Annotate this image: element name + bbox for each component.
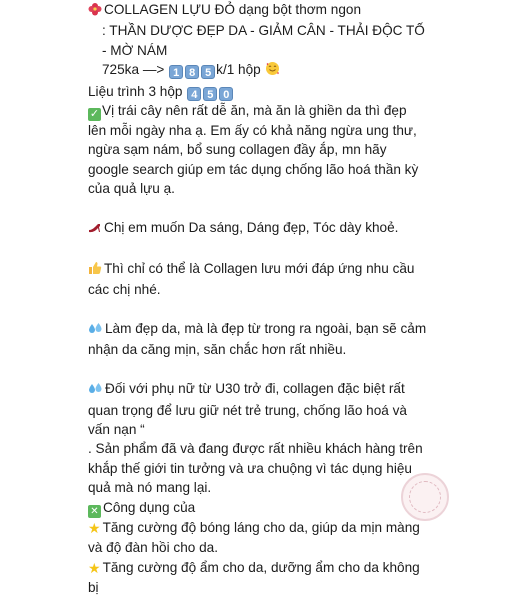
post-subtitle: : THẦN DƯỢC ĐẸP DA - GIẢM CÂN - THẢI ĐỘC TỐ - MỜ NÁM (88, 21, 432, 60)
course-line (88, 82, 428, 101)
course-prefix: Liệu trình 3 hộp (88, 84, 182, 99)
spacer (88, 360, 428, 379)
keycap-0: 0 (219, 87, 233, 101)
paragraph-1-text: Chị em muốn Da sáng, Dáng đẹp, Tóc dày khoẻ. (104, 220, 398, 235)
keycap-4: 4 (187, 87, 201, 101)
price-prefix: 725ka —> (102, 62, 164, 77)
cross-mark-button-icon: ✕ (88, 505, 101, 518)
sweat-droplets-icon (88, 381, 103, 400)
title-line (88, 0, 428, 21)
paragraph-2 (88, 259, 428, 300)
paragraph-1 (88, 218, 428, 239)
star-icon: ★ (88, 559, 101, 578)
use-item-2 (88, 558, 428, 597)
uses-heading: Công dụng của (103, 500, 195, 515)
smiling-face-with-hearts-icon (265, 61, 280, 81)
sweat-droplets-icon (88, 321, 103, 340)
paragraph-3 (88, 319, 428, 360)
star-icon: ★ (88, 519, 101, 538)
price-line (88, 60, 428, 81)
spacer (88, 300, 428, 319)
watermark-seal (401, 473, 449, 521)
watermark-seal-inner (409, 481, 441, 513)
paragraph-3-text: Làm đẹp da, mà là đẹp từ trong ra ngoài, bạn sẽ cảm nhận da căng mịn, săn chắc hơn rất nhiều. (88, 321, 426, 357)
keycap-1: 1 (169, 65, 183, 79)
use-item-1 (88, 518, 428, 558)
keycap-8: 8 (185, 65, 199, 79)
hibiscus-icon (88, 2, 102, 21)
intro-paragraph (88, 101, 428, 199)
check-mark-button-icon: ✓ (88, 108, 101, 121)
spacer (88, 199, 428, 218)
use-item-1-text: Tăng cường độ bóng láng cho da, giúp da mịn màng và độ đàn hồi cho da. (88, 520, 420, 555)
use-item-2-text: Tăng cường độ ẩm cho da, dưỡng ẩm cho da không bị (88, 560, 420, 595)
spacer (88, 239, 428, 258)
keycap-5: 5 (201, 65, 215, 79)
post-title: COLLAGEN LỰU ĐỎ dạng bột thơm ngon (104, 2, 361, 17)
paragraph-4-text: Đối với phụ nữ từ U30 trở đi, collagen đặc biệt rất quan trọng để lưu giữ nét trẻ trung, chống lão hoá và vấn nạn “ (88, 381, 407, 437)
thumbs-up-icon (88, 261, 102, 280)
keycap-5b: 5 (203, 87, 217, 101)
post-content (88, 0, 428, 597)
price-suffix: k/1 hộp (216, 62, 261, 77)
paragraph-2-text: Thì chỉ có thể là Collagen lưu mới đáp ứng nhu cầu các chị nhé. (88, 261, 415, 297)
uses-heading-line (88, 498, 428, 518)
high-heel-icon (88, 220, 102, 239)
paragraph-5: . Sản phẩm đã và đang được rất nhiều khách hàng trên khắp thế giới tin tưởng và ưa chuộng vì tác dụng hiệu quả mà nó mang lại. (88, 439, 428, 497)
paragraph-4 (88, 379, 428, 439)
intro-text: Vị trái cây nên rất dễ ăn, mà ăn là ghiền da thì đẹp lên mỗi ngày nha ạ. Em ấy có khả năng ngừa ung thư, ngừa sạm nám, bổ sung collagen đầy ắp, mn hãy google search giúp em tác dụng chống lão hoá thần kỳ của quả lựu ạ. (88, 103, 418, 196)
